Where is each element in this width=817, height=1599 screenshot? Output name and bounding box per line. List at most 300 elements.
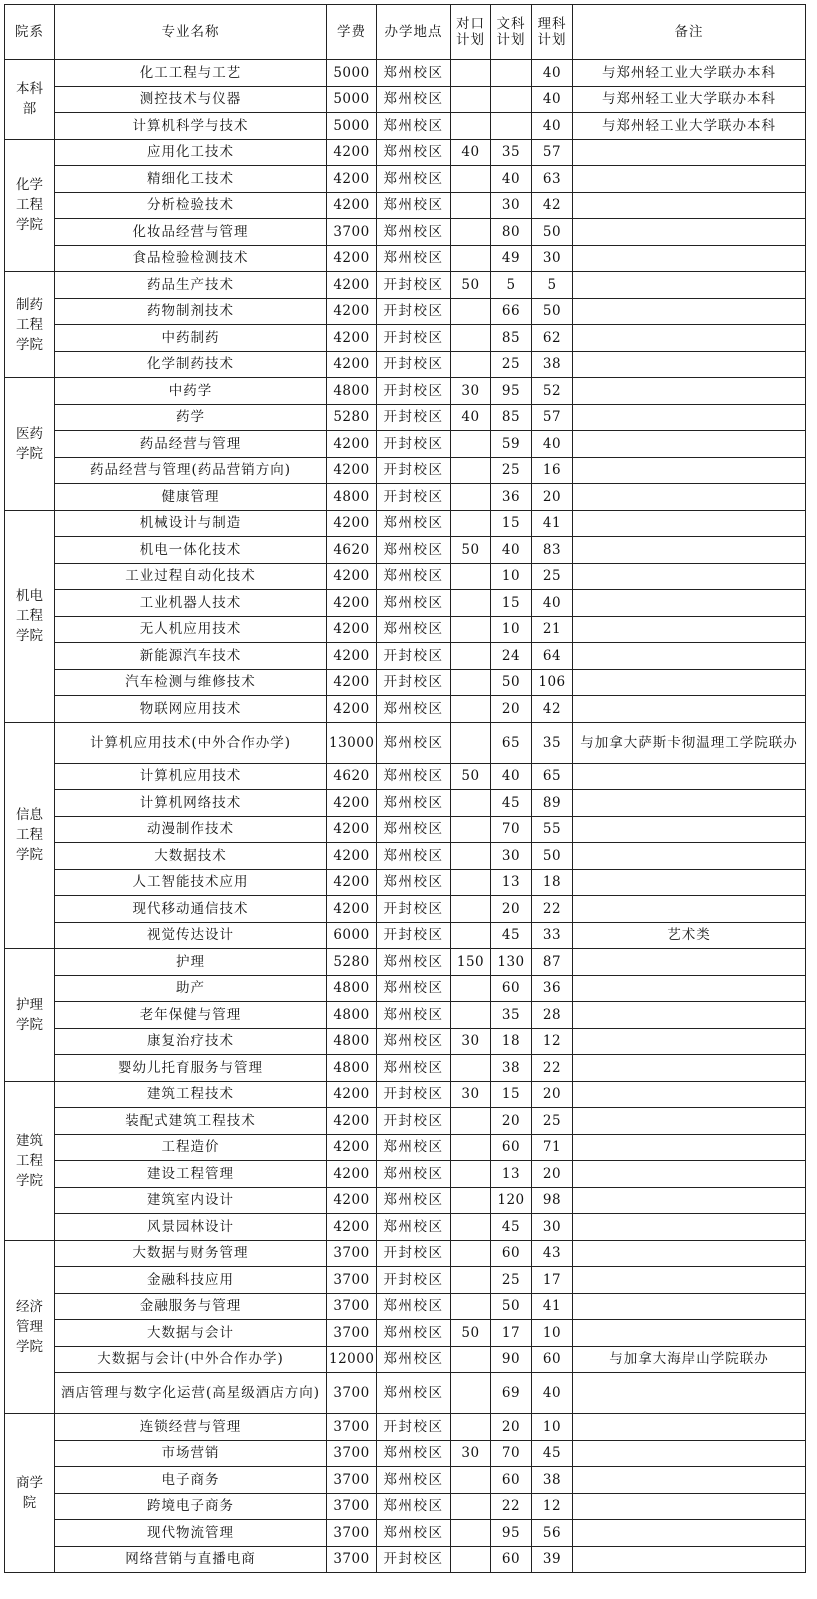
note-cell: 与郑州轻工业大学联办本科 bbox=[573, 113, 806, 140]
header-note: 备注 bbox=[573, 5, 806, 60]
fee-cell: 3700 bbox=[327, 219, 377, 246]
department-name-line: 工程 bbox=[16, 316, 43, 333]
fee-cell: 4800 bbox=[327, 1002, 377, 1029]
location-cell: 郑州校区 bbox=[377, 763, 451, 790]
note-cell: 与加拿大萨斯卡彻温理工学院联办 bbox=[573, 722, 806, 763]
note-cell bbox=[573, 643, 806, 670]
location-cell: 开封校区 bbox=[377, 431, 451, 458]
note-cell bbox=[573, 431, 806, 458]
duikou-plan-cell bbox=[451, 722, 491, 763]
location-cell: 郑州校区 bbox=[377, 1214, 451, 1241]
table-row bbox=[5, 1002, 806, 1029]
wenke-plan-cell: 60 bbox=[491, 1134, 532, 1161]
major-cell: 健康管理 bbox=[55, 484, 327, 511]
note-cell bbox=[573, 378, 806, 405]
wenke-plan-cell: 130 bbox=[491, 949, 532, 976]
location-cell: 开封校区 bbox=[377, 484, 451, 511]
location-cell: 郑州校区 bbox=[377, 192, 451, 219]
duikou-plan-cell bbox=[451, 1134, 491, 1161]
location-cell: 开封校区 bbox=[377, 643, 451, 670]
table-row bbox=[5, 192, 806, 219]
duikou-plan-cell: 40 bbox=[451, 404, 491, 431]
fee-cell: 3700 bbox=[327, 1467, 377, 1494]
duikou-plan-cell bbox=[451, 431, 491, 458]
major-cell: 化妆品经营与管理 bbox=[55, 219, 327, 246]
major-cell: 化工工程与工艺 bbox=[55, 60, 327, 87]
department-name-line: 护理 bbox=[16, 996, 43, 1013]
duikou-plan-cell bbox=[451, 1493, 491, 1520]
wenke-plan-cell: 60 bbox=[491, 1546, 532, 1573]
note-cell bbox=[573, 139, 806, 166]
fee-cell: 3700 bbox=[327, 1493, 377, 1520]
duikou-plan-cell bbox=[451, 245, 491, 272]
note-cell bbox=[573, 1055, 806, 1082]
fee-cell: 4200 bbox=[327, 869, 377, 896]
duikou-plan-cell: 50 bbox=[451, 763, 491, 790]
like-plan-cell: 20 bbox=[532, 484, 573, 511]
wenke-plan-cell: 85 bbox=[491, 325, 532, 352]
location-cell: 开封校区 bbox=[377, 272, 451, 299]
major-cell: 食品检验检测技术 bbox=[55, 245, 327, 272]
location-cell: 郑州校区 bbox=[377, 113, 451, 140]
location-cell: 开封校区 bbox=[377, 669, 451, 696]
location-cell: 郑州校区 bbox=[377, 1320, 451, 1347]
like-plan-cell: 38 bbox=[532, 1467, 573, 1494]
department-cell bbox=[5, 1240, 55, 1414]
duikou-plan-cell bbox=[451, 1520, 491, 1547]
table-row bbox=[5, 166, 806, 193]
fee-cell: 3700 bbox=[327, 1414, 377, 1441]
note-cell bbox=[573, 896, 806, 923]
like-plan-cell: 106 bbox=[532, 669, 573, 696]
wenke-plan-cell: 40 bbox=[491, 166, 532, 193]
fee-cell: 4200 bbox=[327, 325, 377, 352]
major-cell: 大数据与会计(中外合作办学) bbox=[55, 1346, 327, 1373]
note-cell: 艺术类 bbox=[573, 922, 806, 949]
department-name-line: 医药 bbox=[16, 425, 43, 442]
note-cell bbox=[573, 192, 806, 219]
major-cell: 助产 bbox=[55, 975, 327, 1002]
note-cell bbox=[573, 272, 806, 299]
wenke-plan-cell: 22 bbox=[491, 1493, 532, 1520]
department-cell bbox=[5, 60, 55, 140]
note-cell bbox=[573, 351, 806, 378]
location-cell: 郑州校区 bbox=[377, 1373, 451, 1414]
like-plan-cell: 40 bbox=[532, 86, 573, 113]
duikou-plan-cell bbox=[451, 1055, 491, 1082]
wenke-plan-cell: 20 bbox=[491, 896, 532, 923]
like-plan-cell: 16 bbox=[532, 457, 573, 484]
note-cell bbox=[573, 1108, 806, 1135]
major-cell: 中药学 bbox=[55, 378, 327, 405]
table-row bbox=[5, 869, 806, 896]
like-plan-cell: 22 bbox=[532, 1055, 573, 1082]
note-cell bbox=[573, 219, 806, 246]
major-cell: 药学 bbox=[55, 404, 327, 431]
wenke-plan-cell: 25 bbox=[491, 351, 532, 378]
location-cell: 郑州校区 bbox=[377, 60, 451, 87]
department-name-line: 学院 bbox=[16, 1338, 43, 1355]
note-cell bbox=[573, 790, 806, 817]
fee-cell: 4200 bbox=[327, 1214, 377, 1241]
duikou-plan-cell bbox=[451, 869, 491, 896]
department-name-line: 工程 bbox=[16, 608, 43, 624]
department-name-line: 学院 bbox=[16, 1172, 43, 1189]
wenke-plan-cell: 59 bbox=[491, 431, 532, 458]
duikou-plan-cell: 50 bbox=[451, 272, 491, 299]
location-cell: 郑州校区 bbox=[377, 1161, 451, 1188]
note-cell bbox=[573, 1187, 806, 1214]
note-cell: 与郑州轻工业大学联办本科 bbox=[573, 86, 806, 113]
fee-cell: 4200 bbox=[327, 816, 377, 843]
major-cell: 装配式建筑工程技术 bbox=[55, 1108, 327, 1135]
wenke-plan-cell: 40 bbox=[491, 537, 532, 564]
major-cell: 风景园林设计 bbox=[55, 1214, 327, 1241]
fee-cell: 4200 bbox=[327, 843, 377, 870]
location-cell: 郑州校区 bbox=[377, 949, 451, 976]
table-row bbox=[5, 219, 806, 246]
like-plan-cell: 60 bbox=[532, 1346, 573, 1373]
fee-cell: 4200 bbox=[327, 457, 377, 484]
location-cell: 郑州校区 bbox=[377, 1055, 451, 1082]
duikou-plan-cell: 30 bbox=[451, 1440, 491, 1467]
duikou-plan-cell bbox=[451, 192, 491, 219]
like-plan-cell: 18 bbox=[532, 869, 573, 896]
major-cell: 现代移动通信技术 bbox=[55, 896, 327, 923]
fee-cell: 4800 bbox=[327, 1028, 377, 1055]
duikou-plan-cell bbox=[451, 1108, 491, 1135]
like-plan-cell: 22 bbox=[532, 896, 573, 923]
wenke-plan-cell bbox=[491, 113, 532, 140]
fee-cell: 4200 bbox=[327, 510, 377, 537]
table-row bbox=[5, 1187, 806, 1214]
duikou-plan-cell bbox=[451, 219, 491, 246]
duikou-plan-cell bbox=[451, 643, 491, 670]
like-plan-cell: 71 bbox=[532, 1134, 573, 1161]
table-row bbox=[5, 510, 806, 537]
wenke-plan-cell: 5 bbox=[491, 272, 532, 299]
major-cell: 康复治疗技术 bbox=[55, 1028, 327, 1055]
wenke-plan-cell: 15 bbox=[491, 510, 532, 537]
major-cell: 大数据技术 bbox=[55, 843, 327, 870]
table-row bbox=[5, 1267, 806, 1294]
note-cell bbox=[573, 696, 806, 723]
table-row bbox=[5, 1028, 806, 1055]
note-cell bbox=[573, 590, 806, 617]
duikou-plan-cell: 150 bbox=[451, 949, 491, 976]
wenke-plan-cell: 10 bbox=[491, 563, 532, 590]
like-plan-cell: 25 bbox=[532, 563, 573, 590]
duikou-plan-cell: 30 bbox=[451, 1081, 491, 1108]
department-name-line: 学院 bbox=[16, 1016, 43, 1033]
wenke-plan-cell: 95 bbox=[491, 1520, 532, 1547]
major-cell: 网络营销与直播电商 bbox=[55, 1546, 327, 1573]
note-cell bbox=[573, 1002, 806, 1029]
duikou-plan-cell: 50 bbox=[451, 1320, 491, 1347]
location-cell: 开封校区 bbox=[377, 1108, 451, 1135]
duikou-plan-cell bbox=[451, 113, 491, 140]
wenke-plan-cell: 90 bbox=[491, 1346, 532, 1373]
note-cell bbox=[573, 1161, 806, 1188]
location-cell: 郑州校区 bbox=[377, 219, 451, 246]
like-plan-cell: 63 bbox=[532, 166, 573, 193]
fee-cell: 5000 bbox=[327, 86, 377, 113]
department-cell bbox=[5, 139, 55, 272]
major-cell: 酒店管理与数字化运营(高星级酒店方向) bbox=[55, 1373, 327, 1414]
location-cell: 郑州校区 bbox=[377, 1440, 451, 1467]
major-cell: 测控技术与仪器 bbox=[55, 86, 327, 113]
fee-cell: 3700 bbox=[327, 1240, 377, 1267]
like-plan-cell: 39 bbox=[532, 1546, 573, 1573]
duikou-plan-cell bbox=[451, 510, 491, 537]
wenke-plan-cell: 24 bbox=[491, 643, 532, 670]
duikou-plan-cell bbox=[451, 1240, 491, 1267]
wenke-plan-cell: 69 bbox=[491, 1373, 532, 1414]
wenke-plan-cell: 13 bbox=[491, 869, 532, 896]
fee-cell: 4200 bbox=[327, 896, 377, 923]
location-cell: 开封校区 bbox=[377, 325, 451, 352]
location-cell: 郑州校区 bbox=[377, 1187, 451, 1214]
table-row bbox=[5, 1161, 806, 1188]
duikou-plan-cell bbox=[451, 325, 491, 352]
department-name-line: 院 bbox=[22, 1495, 37, 1511]
like-plan-cell: 20 bbox=[532, 1161, 573, 1188]
fee-cell: 5280 bbox=[327, 404, 377, 431]
header-like: 理科 计划 bbox=[532, 5, 573, 60]
wenke-plan-cell: 35 bbox=[491, 1002, 532, 1029]
major-cell: 市场营销 bbox=[55, 1440, 327, 1467]
wenke-plan-cell: 80 bbox=[491, 219, 532, 246]
duikou-plan-cell bbox=[451, 166, 491, 193]
duikou-plan-cell bbox=[451, 843, 491, 870]
department-name-line: 化学 bbox=[16, 177, 43, 194]
table-row bbox=[5, 722, 806, 763]
wenke-plan-cell: 50 bbox=[491, 669, 532, 696]
major-cell: 大数据与会计 bbox=[55, 1320, 327, 1347]
note-cell bbox=[573, 1267, 806, 1294]
major-cell: 机电一体化技术 bbox=[55, 537, 327, 564]
like-plan-cell: 87 bbox=[532, 949, 573, 976]
note-cell bbox=[573, 166, 806, 193]
header-duikou: 对口 计划 bbox=[451, 5, 491, 60]
like-plan-cell: 50 bbox=[532, 219, 573, 246]
fee-cell: 4200 bbox=[327, 139, 377, 166]
table-row bbox=[5, 643, 806, 670]
fee-cell: 4200 bbox=[327, 563, 377, 590]
duikou-plan-cell bbox=[451, 696, 491, 723]
duikou-plan-cell bbox=[451, 1373, 491, 1414]
duikou-plan-cell bbox=[451, 1467, 491, 1494]
department-name-line: 经济 bbox=[16, 1298, 43, 1315]
like-plan-cell: 41 bbox=[532, 510, 573, 537]
major-cell: 现代物流管理 bbox=[55, 1520, 327, 1547]
wenke-plan-cell: 85 bbox=[491, 404, 532, 431]
fee-cell: 3700 bbox=[327, 1373, 377, 1414]
major-cell: 护理 bbox=[55, 949, 327, 976]
fee-cell: 4200 bbox=[327, 616, 377, 643]
table-row bbox=[5, 245, 806, 272]
wenke-plan-cell: 66 bbox=[491, 298, 532, 325]
major-cell: 应用化工技术 bbox=[55, 139, 327, 166]
location-cell: 郑州校区 bbox=[377, 869, 451, 896]
like-plan-cell: 12 bbox=[532, 1028, 573, 1055]
duikou-plan-cell bbox=[451, 1187, 491, 1214]
wenke-plan-cell: 20 bbox=[491, 1414, 532, 1441]
fee-cell: 4200 bbox=[327, 1108, 377, 1135]
department-cell bbox=[5, 272, 55, 378]
wenke-plan-cell: 15 bbox=[491, 590, 532, 617]
fee-cell: 4200 bbox=[327, 790, 377, 817]
like-plan-cell: 83 bbox=[532, 537, 573, 564]
duikou-plan-cell bbox=[451, 484, 491, 511]
note-cell bbox=[573, 616, 806, 643]
like-plan-cell: 21 bbox=[532, 616, 573, 643]
header-fee: 学费 bbox=[327, 5, 377, 60]
major-cell: 药品生产技术 bbox=[55, 272, 327, 299]
fee-cell: 4200 bbox=[327, 166, 377, 193]
major-cell: 物联网应用技术 bbox=[55, 696, 327, 723]
like-plan-cell: 40 bbox=[532, 431, 573, 458]
wenke-plan-cell: 13 bbox=[491, 1161, 532, 1188]
department-name-line: 本科 bbox=[16, 81, 43, 98]
table-row bbox=[5, 1467, 806, 1494]
location-cell: 郑州校区 bbox=[377, 843, 451, 870]
major-cell: 计算机科学与技术 bbox=[55, 113, 327, 140]
note-cell bbox=[573, 1320, 806, 1347]
duikou-plan-cell bbox=[451, 1546, 491, 1573]
like-plan-cell: 50 bbox=[532, 843, 573, 870]
wenke-plan-cell: 95 bbox=[491, 378, 532, 405]
major-cell: 计算机网络技术 bbox=[55, 790, 327, 817]
duikou-plan-cell bbox=[451, 590, 491, 617]
fee-cell: 4800 bbox=[327, 975, 377, 1002]
major-cell: 药品经营与管理 bbox=[55, 431, 327, 458]
like-plan-cell: 89 bbox=[532, 790, 573, 817]
location-cell: 郑州校区 bbox=[377, 1002, 451, 1029]
major-cell: 建筑工程技术 bbox=[55, 1081, 327, 1108]
table-row bbox=[5, 843, 806, 870]
location-cell: 开封校区 bbox=[377, 351, 451, 378]
department-name-line: 学院 bbox=[16, 336, 43, 353]
table-row bbox=[5, 1346, 806, 1373]
duikou-plan-cell bbox=[451, 351, 491, 378]
like-plan-cell: 62 bbox=[532, 325, 573, 352]
table-row bbox=[5, 669, 806, 696]
major-cell: 计算机应用技术 bbox=[55, 763, 327, 790]
table-row bbox=[5, 763, 806, 790]
major-cell: 化学制药技术 bbox=[55, 351, 327, 378]
table-row bbox=[5, 325, 806, 352]
fee-cell: 3700 bbox=[327, 1520, 377, 1547]
header-wenke: 文科 计划 bbox=[491, 5, 532, 60]
note-cell bbox=[573, 869, 806, 896]
wenke-plan-cell bbox=[491, 60, 532, 87]
wenke-plan-cell: 65 bbox=[491, 722, 532, 763]
wenke-plan-cell: 45 bbox=[491, 922, 532, 949]
wenke-plan-cell: 25 bbox=[491, 1267, 532, 1294]
like-plan-cell: 30 bbox=[532, 1214, 573, 1241]
table-row bbox=[5, 86, 806, 113]
table-row bbox=[5, 1440, 806, 1467]
duikou-plan-cell bbox=[451, 616, 491, 643]
fee-cell: 5000 bbox=[327, 60, 377, 87]
duikou-plan-cell: 50 bbox=[451, 537, 491, 564]
table-row bbox=[5, 1546, 806, 1573]
like-plan-cell: 57 bbox=[532, 139, 573, 166]
fee-cell: 4800 bbox=[327, 484, 377, 511]
duikou-plan-cell bbox=[451, 1346, 491, 1373]
department-name-line: 工程 bbox=[16, 827, 43, 844]
fee-cell: 4620 bbox=[327, 763, 377, 790]
note-cell bbox=[573, 816, 806, 843]
fee-cell: 3700 bbox=[327, 1267, 377, 1294]
table-row bbox=[5, 1493, 806, 1520]
note-cell bbox=[573, 1546, 806, 1573]
table-row bbox=[5, 457, 806, 484]
location-cell: 郑州校区 bbox=[377, 590, 451, 617]
note-cell bbox=[573, 763, 806, 790]
duikou-plan-cell bbox=[451, 1414, 491, 1441]
like-plan-cell: 42 bbox=[532, 192, 573, 219]
like-plan-cell: 40 bbox=[532, 1373, 573, 1414]
major-cell: 建筑室内设计 bbox=[55, 1187, 327, 1214]
duikou-plan-cell bbox=[451, 1214, 491, 1241]
like-plan-cell: 55 bbox=[532, 816, 573, 843]
major-cell: 建设工程管理 bbox=[55, 1161, 327, 1188]
major-cell: 工程造价 bbox=[55, 1134, 327, 1161]
note-cell bbox=[573, 949, 806, 976]
fee-cell: 4200 bbox=[327, 696, 377, 723]
table-row bbox=[5, 1520, 806, 1547]
location-cell: 郑州校区 bbox=[377, 616, 451, 643]
wenke-plan-cell: 30 bbox=[491, 843, 532, 870]
like-plan-cell: 10 bbox=[532, 1414, 573, 1441]
department-cell bbox=[5, 949, 55, 1082]
like-plan-cell: 45 bbox=[532, 1440, 573, 1467]
note-cell bbox=[573, 1081, 806, 1108]
wenke-plan-cell: 120 bbox=[491, 1187, 532, 1214]
location-cell: 开封校区 bbox=[377, 404, 451, 431]
location-cell: 开封校区 bbox=[377, 896, 451, 923]
table-row bbox=[5, 1240, 806, 1267]
note-cell bbox=[573, 1293, 806, 1320]
fee-cell: 4200 bbox=[327, 1187, 377, 1214]
table-row bbox=[5, 949, 806, 976]
fee-cell: 4200 bbox=[327, 1134, 377, 1161]
like-plan-cell: 5 bbox=[532, 272, 573, 299]
table-row bbox=[5, 1320, 806, 1347]
major-cell: 计算机应用技术(中外合作办学) bbox=[55, 722, 327, 763]
like-plan-cell: 56 bbox=[532, 1520, 573, 1547]
table-row bbox=[5, 896, 806, 923]
note-cell bbox=[573, 1414, 806, 1441]
location-cell: 开封校区 bbox=[377, 457, 451, 484]
department-cell bbox=[5, 1414, 55, 1573]
department-name-line: 机电 bbox=[16, 588, 43, 604]
fee-cell: 4620 bbox=[327, 537, 377, 564]
note-cell bbox=[573, 1240, 806, 1267]
department-name-line: 学院 bbox=[16, 217, 43, 234]
fee-cell: 6000 bbox=[327, 922, 377, 949]
fee-cell: 4200 bbox=[327, 1081, 377, 1108]
location-cell: 郑州校区 bbox=[377, 86, 451, 113]
like-plan-cell: 57 bbox=[532, 404, 573, 431]
duikou-plan-cell bbox=[451, 86, 491, 113]
note-cell bbox=[573, 457, 806, 484]
header-location: 办学地点 bbox=[377, 5, 451, 60]
major-cell: 新能源汽车技术 bbox=[55, 643, 327, 670]
table-row bbox=[5, 1414, 806, 1441]
